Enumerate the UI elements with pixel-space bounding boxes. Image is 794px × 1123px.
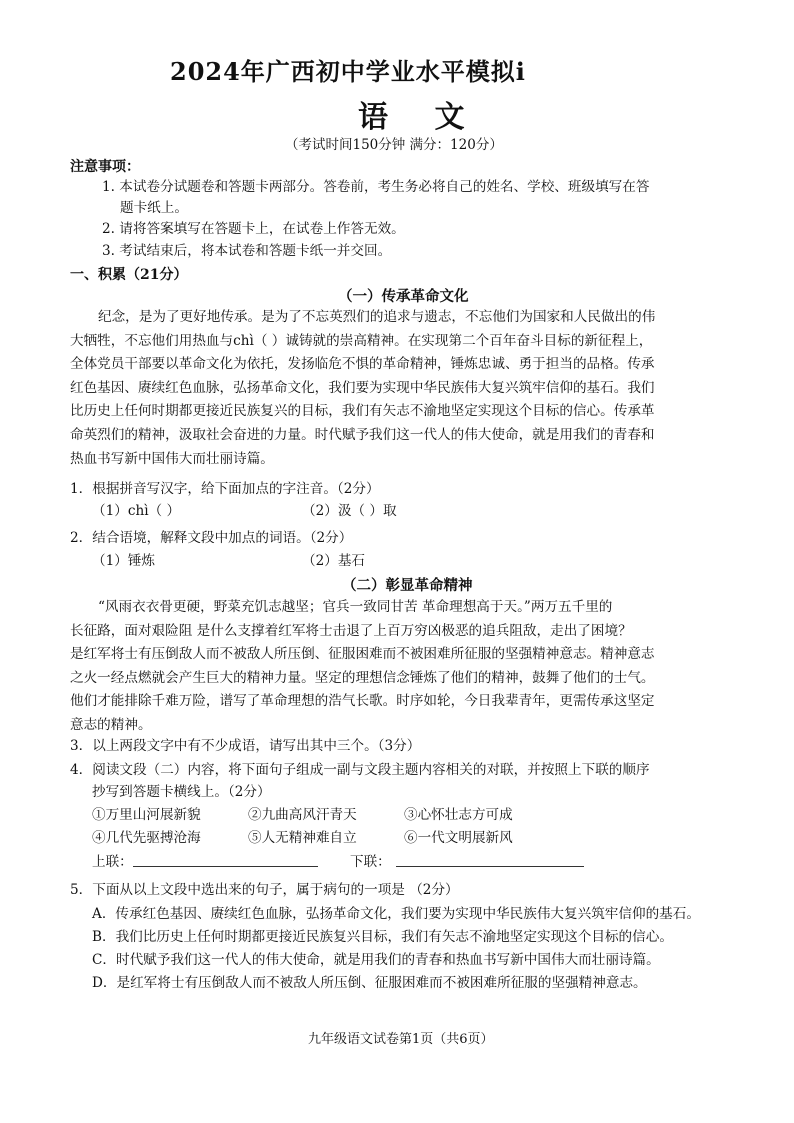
passage-1-line: 全体党员干部要以革命文化为依托，发扬临危不惧的革命精神，锤炼忠诚、勇于担当的品格。传承: [70, 356, 655, 373]
exam-meta: （考试时间150分钟 满分：120分）: [285, 137, 503, 153]
passage-1-line: 红色基因、赓续红色血脉，弘扬革命文化，我们要为实现中华民族伟大复兴筑牢信仰的基石。我们: [70, 379, 655, 396]
question-1: 1．根据拼音写汉字，给下面加点的字注音。（2分）: [70, 481, 380, 497]
question-4-line2: 抄写到答题卡横线上。（2分）: [92, 784, 271, 800]
passage-2-line: 是红军将士有压倒敌人而不被敌人所压倒、征服困难而不被困难所征服的坚强精神意志。精神意志: [70, 646, 655, 663]
notice-item-3: 3. 考试结束后，将本试卷和答题卡纸一并交回。: [102, 243, 392, 259]
subject-title: 语 文: [358, 100, 483, 135]
passage-2-line: 意志的精神。: [70, 716, 152, 733]
question-2-b: （2）基石: [302, 553, 366, 569]
couplet-option: ⑥一代文明展新风: [404, 830, 513, 846]
question-2-a: （1）锤炼: [92, 553, 156, 569]
passage-2-line: “风雨衣衣骨更硬，野菜充饥志越坚；官兵一致同甘苦 革命理想高于天。”两万五千里的: [98, 599, 613, 615]
passage-2-line: 他们才能排除千难万险，谱写了革命理想的浩气长歌。时序如轮，今日我辈青年，更需传承这坚定: [70, 693, 655, 710]
part1-title: （一）传承革命文化: [338, 288, 469, 305]
question-2: 2．结合语境，解释文段中加点的词语。（2分）: [70, 530, 353, 546]
q5-option-c: C．时代赋予我们这一代人的伟大使命，就是用我们的青春和热血书写新中国伟大而壮丽诗篇。: [92, 952, 660, 968]
q5-option-d: D．是红军将士有压倒敌人而不被敌人所压倒、征服困难而不被困难所征服的坚强精神意志。: [92, 975, 647, 991]
couplet-option: ⑤人无精神难自立: [248, 830, 357, 846]
lower-couplet-blank[interactable]: [396, 866, 584, 867]
couplet-option: ④几代先驱搏沧海: [92, 830, 201, 846]
notice-heading: 注意事项：: [70, 159, 140, 175]
section-heading: 一、积累（21分）: [70, 267, 188, 283]
passage-1: [70, 306, 730, 471]
upper-couplet-blank[interactable]: [133, 866, 318, 867]
question-4-line1: 4．阅读文段（二）内容，将下面句子组成一副与文段主题内容相关的对联，并按照上下联的顺序: [70, 762, 650, 778]
passage-2-line: 长征路，面对艰险阻 是什么支撑着红军将士击退了上百万穷凶极恶的追兵阻敌，走出了困境？: [70, 622, 632, 639]
passage-1-line: 纪念，是为了更好地传承。是为了不忘英烈们的追求与遗志，不忘他们为国家和人民做出的伟: [98, 309, 656, 325]
question-3: 3．以上两段文字中有不少成语，请写出其中三个。（3分）: [70, 738, 421, 754]
q5-option-b: B．我们比历史上任何时期都更接近民族复兴目标，我们有矢志不渝地坚定实现这个目标的信心。: [92, 929, 673, 945]
passage-2: [70, 596, 730, 738]
upper-couplet-label: 上联：: [92, 854, 133, 870]
question-1-b: （2）汲（ ）取: [302, 503, 397, 519]
page-footer: 九年级语文试卷第1页（共6页）: [308, 1032, 494, 1047]
exam-title: 2024年广西初中学业水平模拟i: [170, 57, 526, 86]
passage-1-line: 命英烈们的精神，汲取社会奋进的力量。时代赋予我们这一代人的伟大使命，就是用我们的青春和: [70, 426, 655, 443]
notice-item-2: 2. 请将答案填写在答题卡上，在试卷上作答无效。: [102, 221, 405, 237]
passage-2-line: 之火一经点燃就会产生巨大的精神力量。坚定的理想信念锤炼了他们的精神，鼓舞了他们的士气。: [70, 669, 655, 686]
notice-item-1-cont: 题卡纸上。: [120, 200, 188, 216]
lower-couplet-label: 下联：: [350, 854, 391, 870]
notice-item-1: 1. 本试卷分试题卷和答题卡两部分。答卷前，考生务必将自己的姓名、学校、班级填写在答: [102, 179, 650, 195]
passage-1-line: 热血书写新中国伟大而壮丽诗篇。: [70, 450, 274, 467]
part2-title: （二）彰显革命精神: [342, 577, 473, 594]
couplet-option: ③心怀壮志方可成: [404, 807, 513, 823]
couplet-option: ②九曲高风汗青天: [248, 807, 357, 823]
passage-1-line: 比历史上任何时期都更接近民族复兴的目标，我们有矢志不渝地坚定实现这个目标的信心。传承革: [70, 403, 655, 420]
question-5: 5．下面从以上文段中选出来的句子，属于病句的一项是 （2分）: [70, 882, 459, 898]
passage-1-line: 大牺牲，不忘他们用热血与chì（ ）诚铸就的崇高精神。在实现第二个百年奋斗目标的新征程上，: [70, 332, 653, 349]
question-1-a: （1）chì（ ）: [92, 503, 181, 519]
couplet-option: ①万里山河展新貌: [92, 807, 201, 823]
q5-option-a: A．传承红色基因、赓续红色血脉，弘扬革命文化，我们要为实现中华民族伟大复兴筑牢信仰的基石。: [92, 906, 700, 922]
